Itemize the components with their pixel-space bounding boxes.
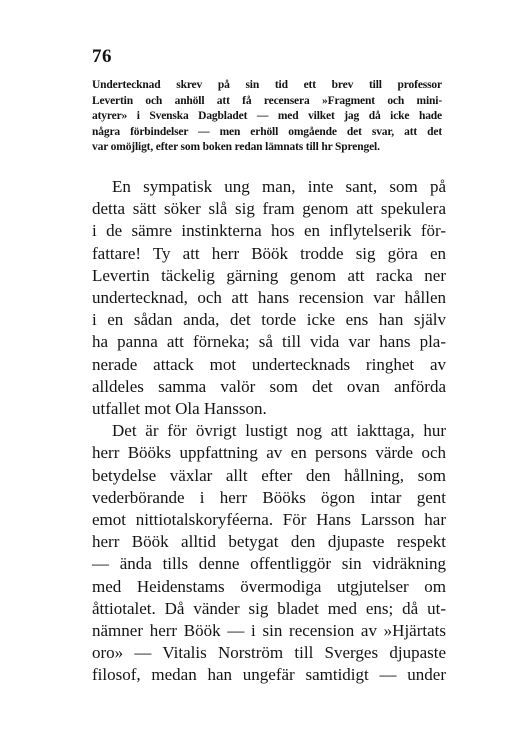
text-line: — ända tills denne offentliggör sin vidräkning — [92, 554, 446, 574]
text-line: åttiotalet. Då vänder sig bladet med ens; då ut- — [92, 598, 446, 618]
text-line: vederbörande i herr Bööks ögon intar gent — [92, 487, 446, 507]
text-line: i de sämre instinkterna hos en inflytelserik för- — [92, 221, 446, 241]
text-line: En sympatisk ung man, inte sant, som på — [112, 177, 446, 196]
footnote-line: Levertin och anhöll att få recensera »Fragment och mini- — [92, 94, 442, 107]
text-line: undertecknad, och att hans recension var hållen — [92, 288, 446, 308]
page-number: 76 — [92, 46, 112, 67]
text-line: herr Bööks uppfattning av en persons värde och — [92, 443, 446, 463]
text-line: Det är för övrigt lustigt nog att iakttaga, hur — [112, 421, 446, 441]
text-line: Levertin täckelig gärning genom att racka ner — [92, 265, 446, 285]
text-line: betydelse växlar allt efter den hållning, som — [92, 465, 446, 485]
footnote-line: några förbindelser — men erhöll omgående det svar, att det — [92, 125, 442, 138]
text-line: nerade attack mot undertecknads ringhet av — [92, 354, 446, 374]
text-line: fattare! Ty att herr Böök trodde sig göra en — [92, 243, 446, 263]
footnote — [92, 78, 442, 156]
text-line: ha panna att förneka; så till vida var hans pla- — [92, 332, 446, 352]
text-line: herr Böök alltid betygat den djupaste respekt — [92, 532, 446, 552]
paragraph — [92, 176, 446, 420]
footnote-line: Undertecknad skrev på sin tid ett brev till professor — [92, 79, 442, 91]
text-line: alldeles samma valör som det ovan anförda — [92, 376, 446, 396]
text-line: detta sätt söker slå sig fram genom att spekulera — [92, 199, 446, 219]
text-line: nämner herr Böök — i sin recension av »Hjärtats — [92, 621, 446, 641]
footnote-line: var omöjligt, efter som boken redan lämnats till hr Sprengel. — [92, 141, 380, 154]
text-line: filosof, medan han ungefär samtidigt — under — [92, 665, 446, 685]
paragraph — [92, 420, 446, 686]
text-line: emot nittiotalskoryféerna. För Hans Larsson har — [92, 510, 446, 530]
text-line: med Heidenstams övermodiga utgjutelser om — [92, 576, 446, 596]
footnote-line: atyrer» i Svenska Dagbladet — med vilket jag då icke hade — [92, 110, 442, 123]
text-line: i en sådan anda, det torde icke ens han själv — [92, 310, 446, 330]
text-line: utfallet mot Ola Hansson. — [92, 399, 267, 419]
text-line: oro» — Vitalis Norström till Sverges djupaste — [92, 643, 446, 663]
body-text — [92, 176, 446, 687]
